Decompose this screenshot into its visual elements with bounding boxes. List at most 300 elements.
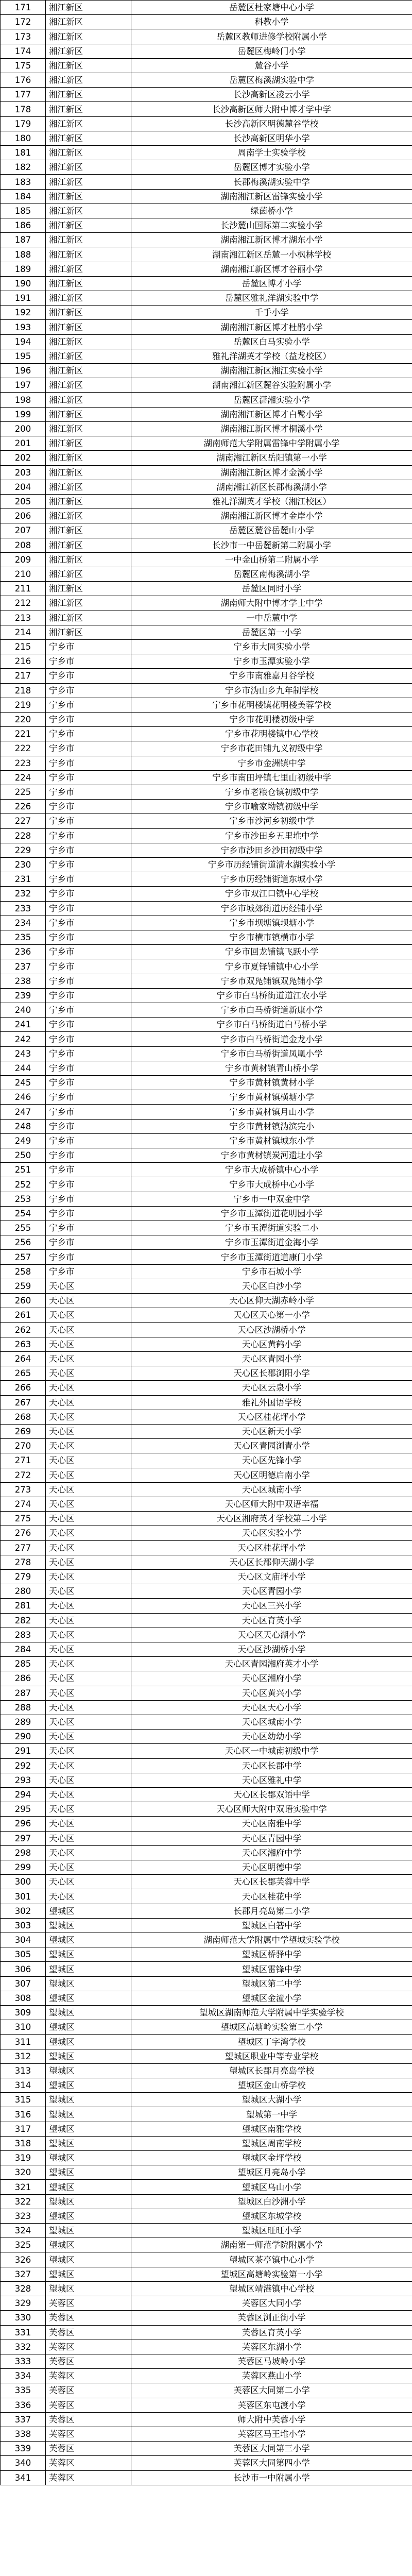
row-district: 芙蓉区 — [46, 2398, 131, 2412]
table-row — [1, 2238, 412, 2252]
row-index: 174 — [1, 44, 46, 58]
row-district: 宁乡市 — [46, 1163, 131, 1177]
row-index: 214 — [1, 625, 46, 639]
row-index: 275 — [1, 1512, 46, 1526]
row-index: 248 — [1, 1119, 46, 1133]
row-index: 288 — [1, 1700, 46, 1715]
table-row — [1, 1642, 412, 1656]
table-row — [1, 2267, 412, 2281]
table-row — [1, 523, 412, 538]
table-row — [1, 1569, 412, 1584]
row-district: 天心区 — [46, 1584, 131, 1599]
row-index: 192 — [1, 306, 46, 320]
row-school-name: 宁乡市黄材镇沩滨完小 — [131, 1119, 412, 1133]
row-school-name: 宁乡市白马桥街道道江农小学 — [131, 988, 412, 1003]
table-row — [1, 930, 412, 945]
row-index: 210 — [1, 567, 46, 581]
row-index: 215 — [1, 639, 46, 654]
table-row — [1, 2398, 412, 2412]
row-index: 234 — [1, 916, 46, 930]
table-row — [1, 334, 412, 349]
row-school-name: 湖南湘江新区岳阳镇第一小学 — [131, 451, 412, 465]
table-row — [1, 88, 412, 102]
row-school-name: 芙蓉区大同第三小学 — [131, 2442, 412, 2456]
table-row — [1, 639, 412, 654]
row-school-name: 湖南师范大学附属中学望城实验学校 — [131, 1933, 412, 1947]
row-school-name: 宁乡市沙田乡五里堆中学 — [131, 828, 412, 843]
row-school-name: 湖南湘江新区博才白鹭小学 — [131, 407, 412, 421]
table-row — [1, 2063, 412, 2078]
row-district: 宁乡市 — [46, 741, 131, 756]
row-district: 湘江新区 — [46, 436, 131, 451]
row-index: 176 — [1, 73, 46, 88]
row-district: 湘江新区 — [46, 291, 131, 306]
row-district: 宁乡市 — [46, 727, 131, 741]
row-index: 216 — [1, 654, 46, 669]
row-index: 185 — [1, 204, 46, 218]
row-district: 湘江新区 — [46, 276, 131, 291]
row-district: 湘江新区 — [46, 15, 131, 29]
row-index: 279 — [1, 1569, 46, 1584]
row-school-name: 宁乡市沩山乡九年制学校 — [131, 683, 412, 698]
table-row — [1, 2252, 412, 2267]
row-school-name: 宁乡市玉潭街道道康门小学 — [131, 1250, 412, 1264]
row-school-name: 湖南湘江新区博才金岸小学 — [131, 509, 412, 523]
row-district: 芙蓉区 — [46, 2311, 131, 2325]
row-district: 宁乡市 — [46, 887, 131, 901]
row-index: 187 — [1, 233, 46, 247]
row-district: 湘江新区 — [46, 160, 131, 175]
row-school-name: 宁乡市历经铺街道清水湖实验小学 — [131, 857, 412, 872]
table-row — [1, 1279, 412, 1293]
table-row — [1, 1076, 412, 1090]
table-row — [1, 611, 412, 625]
row-district: 宁乡市 — [46, 1206, 131, 1221]
row-school-name: 望城区周南学校 — [131, 2136, 412, 2150]
row-district: 湘江新区 — [46, 567, 131, 581]
row-school-name: 望城区白沙洲小学 — [131, 2194, 412, 2209]
row-district: 宁乡市 — [46, 698, 131, 712]
table-row — [1, 1700, 412, 1715]
row-index: 292 — [1, 1758, 46, 1773]
row-school-name: 望城区旺旺小学 — [131, 2224, 412, 2238]
row-index: 323 — [1, 2209, 46, 2223]
row-index: 240 — [1, 1003, 46, 1018]
row-school-name: 湖南师大附中博才学士中学 — [131, 596, 412, 611]
row-district: 湘江新区 — [46, 407, 131, 421]
row-school-name: 天心区黄鹤小学 — [131, 1337, 412, 1351]
row-district: 望城区 — [46, 2194, 131, 2209]
row-district: 天心区 — [46, 1555, 131, 1569]
row-index: 209 — [1, 552, 46, 567]
row-school-name: 宁乡市双凫铺镇双凫铺小学 — [131, 974, 412, 988]
row-district: 天心区 — [46, 1395, 131, 1410]
row-district: 宁乡市 — [46, 814, 131, 828]
row-district: 天心区 — [46, 1453, 131, 1468]
row-index: 305 — [1, 1947, 46, 1962]
row-index: 230 — [1, 857, 46, 872]
row-district: 天心区 — [46, 1875, 131, 1889]
row-school-name: 芙蓉区大同小学 — [131, 2296, 412, 2311]
row-school-name: 湖南湘江新区博才谷丽小学 — [131, 262, 412, 276]
table-row — [1, 741, 412, 756]
row-index: 184 — [1, 189, 46, 204]
table-row — [1, 770, 412, 785]
row-index: 247 — [1, 1105, 46, 1119]
table-row — [1, 785, 412, 799]
row-school-name: 芙蓉区东湖小学 — [131, 2340, 412, 2354]
row-index: 297 — [1, 1831, 46, 1845]
table-row — [1, 596, 412, 611]
row-district: 湘江新区 — [46, 29, 131, 44]
row-index: 338 — [1, 2427, 46, 2441]
row-index: 257 — [1, 1250, 46, 1264]
row-district: 湘江新区 — [46, 393, 131, 407]
table-row — [1, 233, 412, 247]
row-index: 179 — [1, 116, 46, 131]
table-row — [1, 843, 412, 857]
row-district: 芙蓉区 — [46, 2354, 131, 2368]
row-school-name: 长沙高新区明德麓谷学校 — [131, 116, 412, 131]
row-school-name: 天心区桂花坪小学 — [131, 1410, 412, 1424]
row-index: 329 — [1, 2296, 46, 2311]
row-index: 287 — [1, 1686, 46, 1700]
row-index: 237 — [1, 959, 46, 974]
row-school-name: 天心区师大附中双语实验中学 — [131, 1802, 412, 1817]
row-school-name: 宁乡市花明楼镇花明楼美蓉学校 — [131, 698, 412, 712]
table-row — [1, 1221, 412, 1235]
table-row — [1, 1555, 412, 1569]
row-school-name: 岳麓区同时小学 — [131, 582, 412, 596]
row-school-name: 望城区南雅学校 — [131, 2122, 412, 2136]
row-index: 306 — [1, 1962, 46, 1976]
row-district: 天心区 — [46, 1279, 131, 1293]
table-row — [1, 625, 412, 639]
row-district: 湘江新区 — [46, 175, 131, 189]
row-index: 197 — [1, 378, 46, 393]
row-index: 304 — [1, 1933, 46, 1947]
table-row — [1, 1904, 412, 1918]
table-row — [1, 2456, 412, 2470]
row-index: 241 — [1, 1018, 46, 1032]
row-school-name: 宁乡市黄材镇青山桥小学 — [131, 1061, 412, 1075]
table-row — [1, 669, 412, 683]
table-row — [1, 1366, 412, 1381]
row-district: 宁乡市 — [46, 901, 131, 916]
table-row — [1, 2224, 412, 2238]
row-index: 219 — [1, 698, 46, 712]
row-index: 280 — [1, 1584, 46, 1599]
row-district: 宁乡市 — [46, 1105, 131, 1119]
row-index: 273 — [1, 1482, 46, 1497]
table-row — [1, 857, 412, 872]
row-district: 天心区 — [46, 1294, 131, 1308]
table-row — [1, 393, 412, 407]
row-school-name: 长沙市一中岳麓新第二附属小学 — [131, 538, 412, 552]
row-index: 337 — [1, 2412, 46, 2427]
table-row — [1, 1802, 412, 1817]
row-index: 270 — [1, 1439, 46, 1453]
row-school-name: 宁乡市沙河乡初级中学 — [131, 814, 412, 828]
row-school-name: 天心区青园湘府英才小学 — [131, 1657, 412, 1671]
row-district: 芙蓉区 — [46, 2383, 131, 2398]
row-index: 182 — [1, 160, 46, 175]
row-index: 274 — [1, 1497, 46, 1511]
table-row — [1, 1133, 412, 1148]
row-district: 天心区 — [46, 1642, 131, 1656]
row-school-name: 长沙高新区师大附中博才学中学 — [131, 102, 412, 116]
row-index: 251 — [1, 1163, 46, 1177]
row-school-name: 望城区茶亭镇中心小学 — [131, 2252, 412, 2267]
row-district: 天心区 — [46, 1831, 131, 1845]
row-district: 天心区 — [46, 1860, 131, 1875]
row-school-name: 宁乡市玉潭实验小学 — [131, 654, 412, 669]
row-district: 天心区 — [46, 1686, 131, 1700]
row-index: 336 — [1, 2398, 46, 2412]
row-district: 宁乡市 — [46, 974, 131, 988]
table-row — [1, 2427, 412, 2441]
row-school-name: 湖南湘江新区麓谷实验附属小学 — [131, 378, 412, 393]
row-school-name: 岳麓区潇湘实验小学 — [131, 393, 412, 407]
row-district: 芙蓉区 — [46, 2456, 131, 2470]
row-school-name: 芙蓉区大同第四小学 — [131, 2456, 412, 2470]
row-district: 湘江新区 — [46, 58, 131, 73]
row-district: 湘江新区 — [46, 364, 131, 378]
row-district: 宁乡市 — [46, 1018, 131, 1032]
table-row — [1, 2049, 412, 2063]
row-index: 291 — [1, 1744, 46, 1758]
row-district: 湘江新区 — [46, 88, 131, 102]
row-district: 芙蓉区 — [46, 2427, 131, 2441]
row-school-name: 宁乡市大成桥中心小学 — [131, 1177, 412, 1192]
row-district: 湘江新区 — [46, 378, 131, 393]
row-school-name: 天心区幼幼小学 — [131, 1730, 412, 1744]
row-district: 天心区 — [46, 1512, 131, 1526]
table-row — [1, 407, 412, 421]
row-district: 湘江新区 — [46, 494, 131, 509]
table-row — [1, 1294, 412, 1308]
row-district: 湘江新区 — [46, 523, 131, 538]
row-index: 206 — [1, 509, 46, 523]
row-index: 233 — [1, 901, 46, 916]
row-district: 望城区 — [46, 2006, 131, 2020]
row-district: 湘江新区 — [46, 320, 131, 334]
row-district: 望城区 — [46, 2136, 131, 2150]
row-district: 湘江新区 — [46, 625, 131, 639]
row-index: 191 — [1, 291, 46, 306]
row-index: 188 — [1, 247, 46, 262]
row-school-name: 宁乡市黄材镇黄材小学 — [131, 1076, 412, 1090]
row-school-name: 望城区桥驿中学 — [131, 1947, 412, 1962]
row-index: 267 — [1, 1395, 46, 1410]
table-row — [1, 2442, 412, 2456]
row-district: 天心区 — [46, 1817, 131, 1831]
row-index: 180 — [1, 131, 46, 145]
table-row — [1, 204, 412, 218]
row-district: 湘江新区 — [46, 102, 131, 116]
table-row — [1, 901, 412, 916]
row-school-name: 宁乡市金洲镇中学 — [131, 756, 412, 770]
row-index: 211 — [1, 582, 46, 596]
row-index: 223 — [1, 756, 46, 770]
table-row — [1, 1381, 412, 1395]
row-school-name: 天心区文庙坪小学 — [131, 1569, 412, 1584]
row-district: 芙蓉区 — [46, 2296, 131, 2311]
row-district: 天心区 — [46, 1700, 131, 1715]
row-district: 宁乡市 — [46, 1235, 131, 1250]
row-school-name: 麓谷小学 — [131, 58, 412, 73]
row-school-name: 望城区高塘岭实验第一小学 — [131, 2267, 412, 2281]
table-row — [1, 146, 412, 160]
table-row — [1, 1657, 412, 1671]
row-school-name: 雅礼洋湖英才学校（益龙校区） — [131, 349, 412, 363]
row-index: 263 — [1, 1337, 46, 1351]
row-index: 199 — [1, 407, 46, 421]
row-school-name: 宁乡市黄材镇横塘小学 — [131, 1090, 412, 1105]
table-row — [1, 1817, 412, 1831]
row-index: 262 — [1, 1323, 46, 1337]
row-school-name: 望城区第二中学 — [131, 1976, 412, 1991]
row-index: 268 — [1, 1410, 46, 1424]
row-index: 244 — [1, 1061, 46, 1075]
table-row — [1, 494, 412, 509]
row-district: 湘江新区 — [46, 1, 131, 15]
row-index: 316 — [1, 2107, 46, 2122]
row-district: 湘江新区 — [46, 262, 131, 276]
row-school-name: 天心区城南小学 — [131, 1715, 412, 1729]
row-school-name: 天心区新天小学 — [131, 1424, 412, 1438]
row-district: 宁乡市 — [46, 1177, 131, 1192]
row-index: 302 — [1, 1904, 46, 1918]
table-row — [1, 916, 412, 930]
table-row — [1, 1148, 412, 1163]
row-district: 湘江新区 — [46, 218, 131, 233]
row-district: 天心区 — [46, 1758, 131, 1773]
row-district: 湘江新区 — [46, 204, 131, 218]
row-index: 295 — [1, 1802, 46, 1817]
row-index: 253 — [1, 1192, 46, 1206]
table-row — [1, 2107, 412, 2122]
row-index: 190 — [1, 276, 46, 291]
row-index: 326 — [1, 2252, 46, 2267]
table-row — [1, 1395, 412, 1410]
row-school-name: 天心区青园中学 — [131, 1831, 412, 1845]
row-index: 172 — [1, 15, 46, 29]
row-district: 湘江新区 — [46, 538, 131, 552]
row-school-name: 宁乡市黄材镇月山小学 — [131, 1105, 412, 1119]
row-district: 天心区 — [46, 1482, 131, 1497]
table-row — [1, 1206, 412, 1221]
row-index: 271 — [1, 1453, 46, 1468]
row-index: 232 — [1, 887, 46, 901]
table-row — [1, 1918, 412, 1933]
table-row — [1, 73, 412, 88]
table-row — [1, 160, 412, 175]
row-district: 望城区 — [46, 2180, 131, 2194]
row-school-name: 科教小学 — [131, 15, 412, 29]
row-school-name: 湖南第一师范学院附属小学 — [131, 2238, 412, 2252]
table-row — [1, 654, 412, 669]
table-row — [1, 1264, 412, 1279]
row-index: 207 — [1, 523, 46, 538]
table-row — [1, 1671, 412, 1686]
row-school-name: 天心区长郡芙蓉中学 — [131, 1875, 412, 1889]
table-row — [1, 1613, 412, 1628]
table-row — [1, 1439, 412, 1453]
row-school-name: 芙蓉区马王堆小学 — [131, 2427, 412, 2441]
row-district: 天心区 — [46, 1468, 131, 1482]
table-row — [1, 887, 412, 901]
table-row — [1, 1730, 412, 1744]
row-index: 256 — [1, 1235, 46, 1250]
row-school-name: 天心区桂花坪小学 — [131, 1540, 412, 1555]
row-school-name: 宁乡市老粮仓镇初级中学 — [131, 785, 412, 799]
row-school-name: 岳麓区杜家塘中心小学 — [131, 1, 412, 15]
row-index: 278 — [1, 1555, 46, 1569]
row-index: 204 — [1, 480, 46, 494]
row-school-name: 宁乡市玉潭街道金海小学 — [131, 1235, 412, 1250]
table-row — [1, 1192, 412, 1206]
table-row — [1, 1628, 412, 1642]
row-school-name: 望城区金坪学校 — [131, 2151, 412, 2165]
table-row — [1, 1512, 412, 1526]
table-row — [1, 1250, 412, 1264]
row-school-name: 宁乡市历经铺街道东城小学 — [131, 872, 412, 887]
row-school-name: 天心区实验小学 — [131, 1526, 412, 1540]
row-district: 宁乡市 — [46, 800, 131, 814]
row-index: 335 — [1, 2383, 46, 2398]
row-school-name: 绿茵桥小学 — [131, 204, 412, 218]
row-index: 245 — [1, 1076, 46, 1090]
row-index: 286 — [1, 1671, 46, 1686]
table-row — [1, 1351, 412, 1366]
row-school-name: 宁乡市回龙铺镇飞跃小学 — [131, 945, 412, 959]
row-school-name: 湖南湘江新区长郡梅溪湖小学 — [131, 480, 412, 494]
table-row — [1, 567, 412, 581]
row-district: 望城区 — [46, 1933, 131, 1947]
row-school-name: 望城区湖南师范大学附属中学实验学校 — [131, 2006, 412, 2020]
row-school-name: 芙蓉区浏正街小学 — [131, 2311, 412, 2325]
row-index: 269 — [1, 1424, 46, 1438]
row-district: 宁乡市 — [46, 1221, 131, 1235]
row-district: 天心区 — [46, 1715, 131, 1729]
row-district: 望城区 — [46, 2020, 131, 2035]
row-school-name: 岳麓区第一小学 — [131, 625, 412, 639]
row-district: 湘江新区 — [46, 44, 131, 58]
row-index: 282 — [1, 1613, 46, 1628]
table-row — [1, 421, 412, 436]
table-row — [1, 1337, 412, 1351]
row-district: 望城区 — [46, 2267, 131, 2281]
table-row — [1, 945, 412, 959]
table-row — [1, 320, 412, 334]
row-school-name: 长郡月亮岛第二小学 — [131, 1904, 412, 1918]
row-school-name: 天心区长郡浏阳小学 — [131, 1366, 412, 1381]
row-school-name: 天心区湘府英才学校第二小学 — [131, 1512, 412, 1526]
table-row — [1, 2006, 412, 2020]
row-school-name: 岳麓区南梅溪湖小学 — [131, 567, 412, 581]
row-index: 264 — [1, 1351, 46, 1366]
table-row — [1, 509, 412, 523]
row-school-name: 望城区丁字湾学校 — [131, 2035, 412, 2049]
table-row — [1, 102, 412, 116]
table-row — [1, 1453, 412, 1468]
row-district: 天心区 — [46, 1628, 131, 1642]
row-school-name: 天心区白沙小学 — [131, 1279, 412, 1293]
table-row — [1, 1860, 412, 1875]
row-school-name: 天心区长郡仰天湖小学 — [131, 1555, 412, 1569]
table-row — [1, 2340, 412, 2354]
